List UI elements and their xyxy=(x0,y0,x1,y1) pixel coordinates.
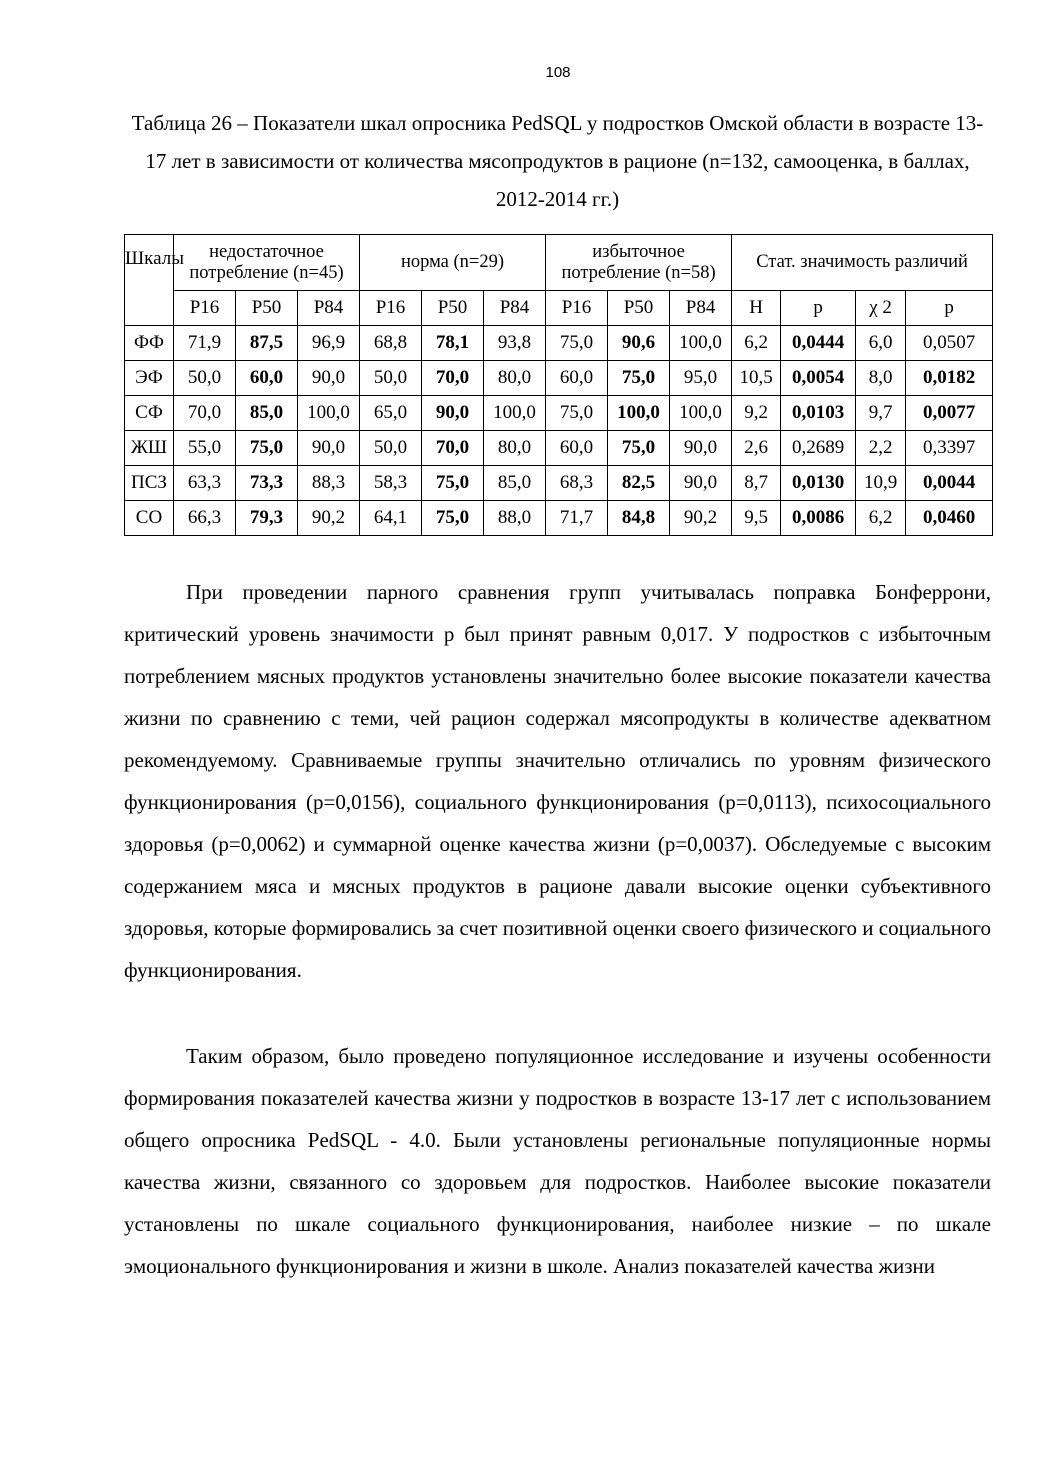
table-cell: 85,0 xyxy=(484,466,546,501)
sub-header: P16 xyxy=(546,291,608,326)
table-cell: 100,0 xyxy=(670,396,732,431)
table-cell: 93,8 xyxy=(484,326,546,361)
table-cell: 71,7 xyxy=(546,501,608,536)
table-cell: 82,5 xyxy=(608,466,670,501)
sub-header: P50 xyxy=(236,291,298,326)
table-cell: 60,0 xyxy=(236,361,298,396)
table-row xyxy=(125,466,993,501)
sub-header: H xyxy=(732,291,781,326)
table-cell: 70,0 xyxy=(174,396,236,431)
table-cell: 96,9 xyxy=(298,326,360,361)
table-cell: 90,2 xyxy=(670,501,732,536)
table-cell: 0,0460 xyxy=(906,501,993,536)
table-cell: 79,3 xyxy=(236,501,298,536)
table-cell: 50,0 xyxy=(174,361,236,396)
stub-header: Шкалы xyxy=(125,235,174,326)
table-cell: 90,6 xyxy=(608,326,670,361)
group-header: Стат. значимость различий xyxy=(732,235,993,291)
table-cell: 8,0 xyxy=(856,361,906,396)
table-cell: 90,2 xyxy=(298,501,360,536)
table-cell: 75,0 xyxy=(608,361,670,396)
data-table xyxy=(124,234,993,536)
paragraph: При проведении парного сравнения групп учитывалась поправка Бонферрони, критический уровень значимости р был принят равным 0,017. У подростков с избыточным потреблением мясных продуктов установлены значительно более высокие показатели качества жизни по сравнению с теми, чей рацион содержал мясопродукты в количестве адекватном рекомендуемому. Сравниваемые группы значительно отличались по уровням физического функционирования (р=0,0156), социального функционирования (р=0,0113), психосоциального здоровья (р=0,0062) и суммарной оценке качества жизни (р=0,0037). Обследуемые с высоким содержанием мяса и мясных продуктов в рационе давали высокие оценки субъективного здоровья, которые формировались за счет позитивной оценки своего физического и социального функционирования. xyxy=(124,580,991,982)
table-header-row xyxy=(125,235,993,291)
sub-header: P50 xyxy=(422,291,484,326)
table-cell: 60,0 xyxy=(546,361,608,396)
table-cell: 88,0 xyxy=(484,501,546,536)
table-cell: 0,0086 xyxy=(781,501,856,536)
sub-header: P84 xyxy=(670,291,732,326)
table-cell: 0,0077 xyxy=(906,396,993,431)
table-cell: 9,5 xyxy=(732,501,781,536)
paragraph: Таким образом, было проведено популяционное исследование и изучены особенности формирования показателей качества жизни у подростков в возрасте 13-17 лет с использованием общего опросника PedSQL - 4.0. Были установлены региональные популяционные нормы качества жизни, связанного со здоровьем для подростков. Наиболее высокие показатели установлены по шкале социального функционирования, наиболее низкие – по шкале эмоционального функционирования и жизни в школе. Анализ показателей качества жизни xyxy=(124,1044,991,1278)
table-cell: 10,9 xyxy=(856,466,906,501)
table-body xyxy=(125,326,993,536)
table-cell: 0,0054 xyxy=(781,361,856,396)
table-cell: 50,0 xyxy=(360,361,422,396)
table-row xyxy=(125,396,993,431)
table-cell: 50,0 xyxy=(360,431,422,466)
table-cell: 63,3 xyxy=(174,466,236,501)
table-cell: 60,0 xyxy=(546,431,608,466)
table-cell: 75,0 xyxy=(422,501,484,536)
sub-header: χ 2 xyxy=(856,291,906,326)
body-paragraph-1 xyxy=(124,571,991,991)
table-row xyxy=(125,326,993,361)
table-cell: 2,6 xyxy=(732,431,781,466)
table-cell: 0,0507 xyxy=(906,326,993,361)
table-cell: 6,2 xyxy=(856,501,906,536)
table-cell: 2,2 xyxy=(856,431,906,466)
sub-header: P84 xyxy=(484,291,546,326)
table-cell: 75,0 xyxy=(546,326,608,361)
table-cell: 0,0444 xyxy=(781,326,856,361)
row-label: ЖШ xyxy=(125,431,174,466)
sub-header: p xyxy=(781,291,856,326)
table-cell: 64,1 xyxy=(360,501,422,536)
table-cell: 0,0182 xyxy=(906,361,993,396)
table-cell: 84,8 xyxy=(608,501,670,536)
table-cell: 87,5 xyxy=(236,326,298,361)
table-cell: 90,0 xyxy=(670,466,732,501)
row-label: ЭФ xyxy=(125,361,174,396)
table-cell: 73,3 xyxy=(236,466,298,501)
table-cell: 68,3 xyxy=(546,466,608,501)
table-cell: 85,0 xyxy=(236,396,298,431)
page-number: 108 xyxy=(545,64,571,81)
table-cell: 8,7 xyxy=(732,466,781,501)
table-cell: 0,0103 xyxy=(781,396,856,431)
group-header: норма (n=29) xyxy=(360,235,546,291)
table-cell: 58,3 xyxy=(360,466,422,501)
table-cell: 75,0 xyxy=(608,431,670,466)
table-cell: 65,0 xyxy=(360,396,422,431)
table-cell: 100,0 xyxy=(298,396,360,431)
table-cell: 9,2 xyxy=(732,396,781,431)
row-label: ПСЗ xyxy=(125,466,174,501)
table-cell: 75,0 xyxy=(546,396,608,431)
row-label: ФФ xyxy=(125,326,174,361)
table-cell: 0,0130 xyxy=(781,466,856,501)
table-cell: 6,0 xyxy=(856,326,906,361)
table-caption: Таблица 26 – Показатели шкал опросника PedSQL у подростков Омской области в возрасте 13-17 лет в зависимости от количества мясопродуктов в рационе (n=132, самооценка, в баллах, 2012-2014 гг.) xyxy=(131,111,984,211)
table-cell: 100,0 xyxy=(484,396,546,431)
table-cell: 95,0 xyxy=(670,361,732,396)
body-paragraph-2 xyxy=(124,1035,991,1287)
table-cell: 66,3 xyxy=(174,501,236,536)
table-cell: 90,0 xyxy=(298,431,360,466)
table-row xyxy=(125,501,993,536)
row-label: СФ xyxy=(125,396,174,431)
table-cell: 100,0 xyxy=(608,396,670,431)
group-header: избыточное потребление (n=58) xyxy=(546,235,732,291)
sub-header: P16 xyxy=(360,291,422,326)
table-cell: 71,9 xyxy=(174,326,236,361)
table-subheader-row xyxy=(125,291,993,326)
table-row xyxy=(125,431,993,466)
sub-header: P84 xyxy=(298,291,360,326)
group-header: недостаточное потребление (n=45) xyxy=(174,235,360,291)
table-cell: 10,5 xyxy=(732,361,781,396)
sub-header: P16 xyxy=(174,291,236,326)
table-cell: 78,1 xyxy=(422,326,484,361)
table-row xyxy=(125,361,993,396)
table-cell: 88,3 xyxy=(298,466,360,501)
table-cell: 75,0 xyxy=(422,466,484,501)
table-cell: 80,0 xyxy=(484,361,546,396)
table-cell: 0,2689 xyxy=(781,431,856,466)
table-cell: 90,0 xyxy=(670,431,732,466)
table-cell: 6,2 xyxy=(732,326,781,361)
table-cell: 55,0 xyxy=(174,431,236,466)
table-cell: 0,0044 xyxy=(906,466,993,501)
table-cell: 9,7 xyxy=(856,396,906,431)
sub-header: P50 xyxy=(608,291,670,326)
row-label: СО xyxy=(125,501,174,536)
table-cell: 80,0 xyxy=(484,431,546,466)
sub-header: p xyxy=(906,291,993,326)
table-cell: 100,0 xyxy=(670,326,732,361)
table-cell: 0,3397 xyxy=(906,431,993,466)
table-cell: 75,0 xyxy=(236,431,298,466)
table-cell: 90,0 xyxy=(298,361,360,396)
table-cell: 70,0 xyxy=(422,361,484,396)
table-cell: 90,0 xyxy=(422,396,484,431)
table-cell: 70,0 xyxy=(422,431,484,466)
table-cell: 68,8 xyxy=(360,326,422,361)
